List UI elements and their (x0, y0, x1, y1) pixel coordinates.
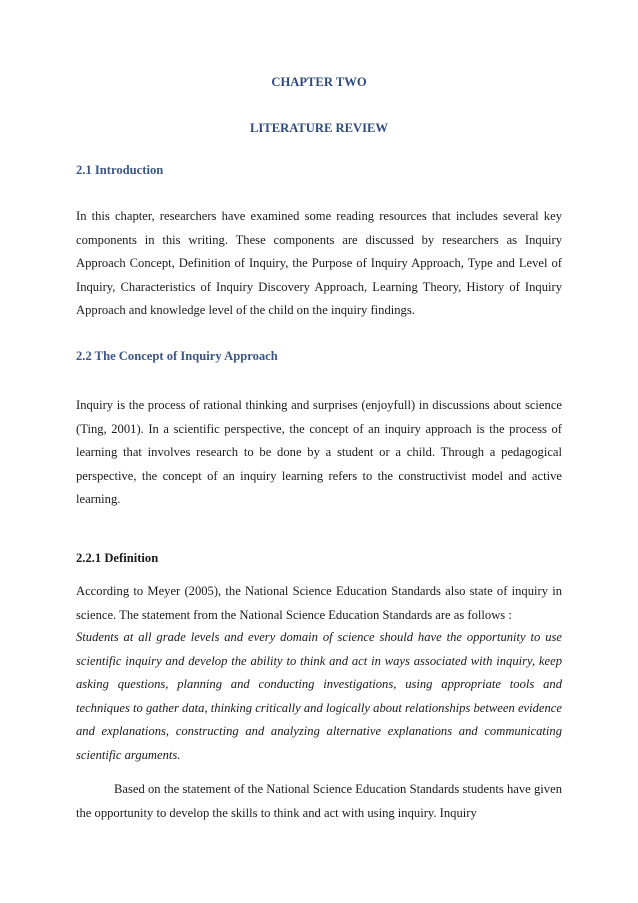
continuation-paragraph: Based on the statement of the National Science Education Standards students have given the opportunity to develop the skills to think and act with using inquiry. Inquiry (76, 782, 562, 820)
concept-paragraph: Inquiry is the process of rational thinking and surprises (enjoyfull) in discussions about science (Ting, 2001). In a scientific perspective, the concept of an inquiry approach is the process of learning that involves research to be done by a student or a child. Through a pedagogical perspective, the concept of an inquiry learning refers to the constructivist model and active learning. (76, 398, 562, 507)
definition-paragraph: According to Meyer (2005), the National Science Education Standards also state of inquiry in science. The statement from the National Science Education Standards are as follows : (76, 584, 562, 622)
section-heading-definition: 2.2.1 Definition (76, 551, 159, 565)
standards-quote: Students at all grade levels and every domain of science should have the opportunity to use scientific inquiry and develop the ability to think and act in ways associated with inquiry, keep asking questions, planning and conducting investigations, using appropriate tools and techniques to gather data, thinking critically and logically about relationships between evidence and explanations, constructing and analyzing alternative explanations and communicating scientific arguments. (76, 630, 562, 762)
introduction-paragraph: In this chapter, researchers have examined some reading resources that includes several key components in this writing. These components are discussed by researchers as Inquiry Approach Concept, Definition of Inquiry, the Purpose of Inquiry Approach, Type and Level of Inquiry, Characteristics of Inquiry Discovery Approach, Learning Theory, History of Inquiry Approach and knowledge level of the child on the inquiry findings. (76, 209, 562, 318)
section-heading-concept: 2.2 The Concept of Inquiry Approach (76, 349, 278, 363)
section-heading-introduction: 2.1 Introduction (76, 163, 164, 177)
chapter-title: CHAPTER TWO (271, 75, 367, 89)
chapter-subtitle: LITERATURE REVIEW (250, 121, 388, 135)
